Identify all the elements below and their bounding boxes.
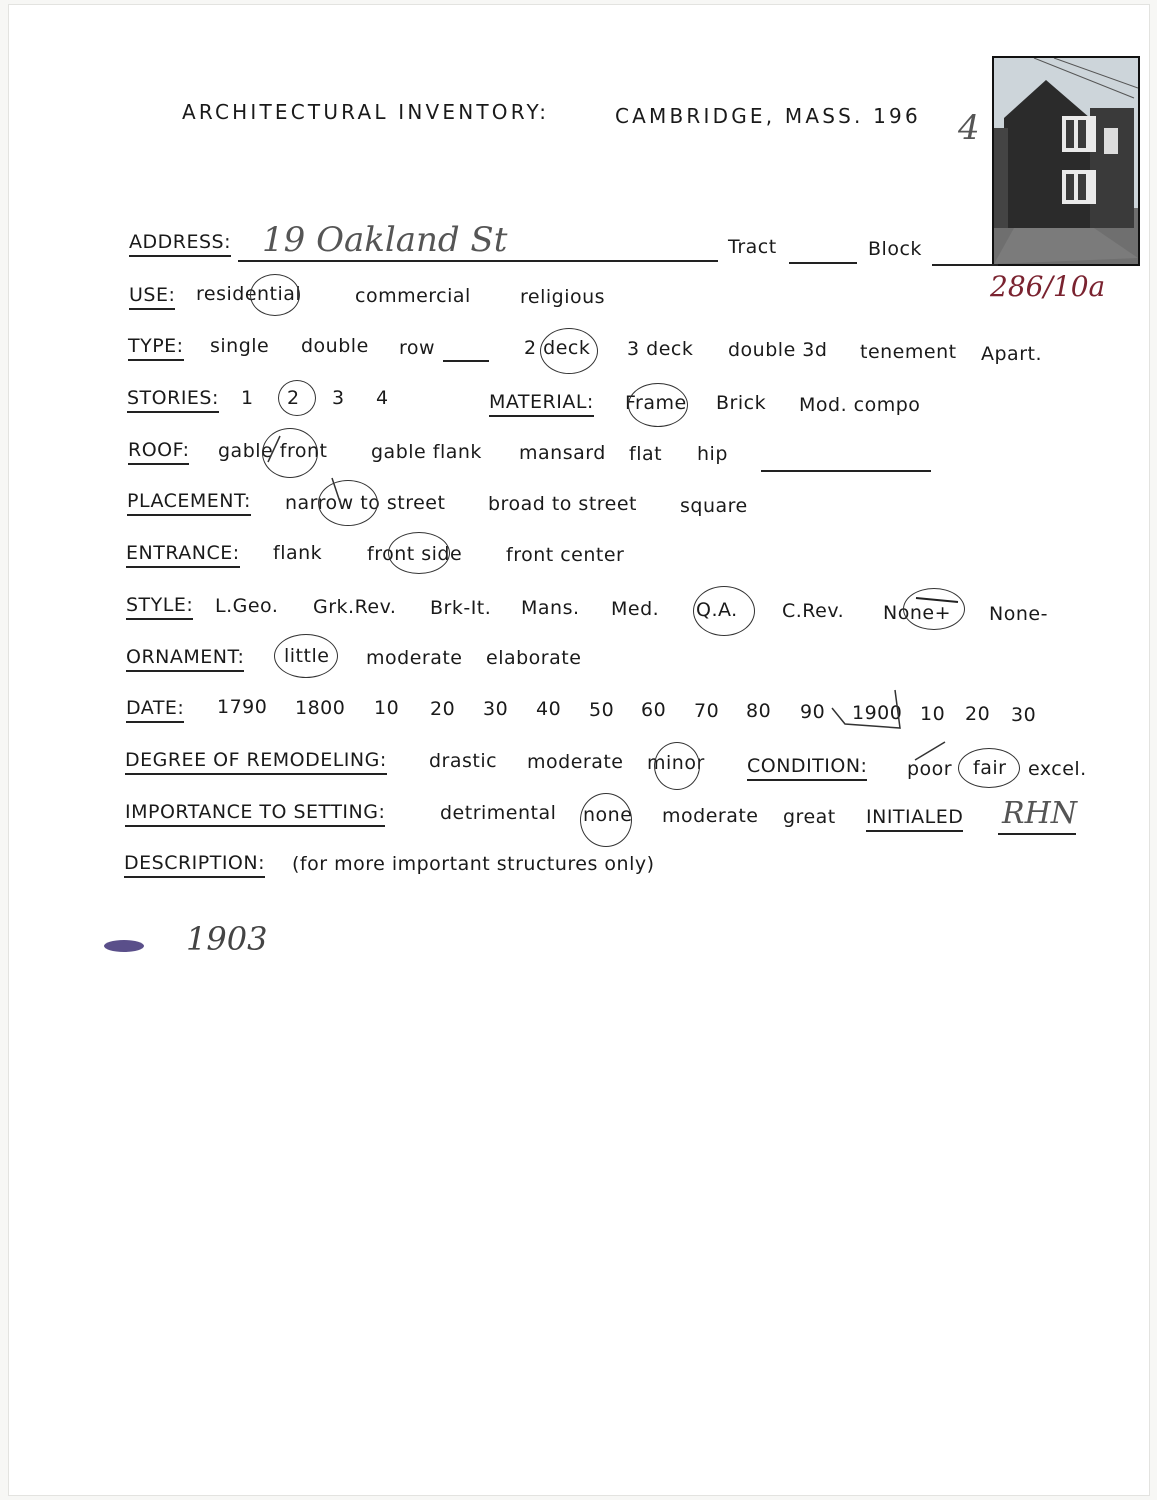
roof-flat: flat [629, 443, 663, 465]
selection-circle-none-plus [903, 588, 965, 630]
condition-poor: poor [907, 758, 953, 780]
material-frame: Frame [625, 392, 687, 414]
style-qa: Q.A. [696, 599, 738, 621]
description-handwritten-year: 1903 [186, 920, 268, 958]
roof-gable-front: gable front [218, 440, 328, 462]
ornament-elaborate: elaborate [486, 647, 582, 669]
date-1820: 20 [430, 698, 456, 720]
selection-circle-frame [628, 383, 688, 427]
selection-circle-2-deck [540, 328, 598, 374]
tract-label: Tract [728, 236, 777, 258]
condition-fair: fair [973, 757, 1007, 779]
type-double: double [301, 335, 369, 357]
selection-circle-narrow [318, 480, 378, 526]
catalog-number-handwritten: 286/10a [990, 270, 1106, 303]
date-1800: 1800 [295, 697, 346, 719]
date-1930: 30 [1011, 704, 1037, 726]
form-title: ARCHITECTURAL INVENTORY: [182, 100, 550, 124]
ornament-moderate: moderate [366, 647, 463, 669]
roof-label: ROOF: [128, 439, 189, 465]
ornament-label: ORNAMENT: [126, 646, 244, 672]
condition-excel: excel. [1028, 758, 1087, 780]
selection-circle-stories-2 [278, 380, 316, 416]
address-line [238, 260, 718, 262]
importance-moderate: moderate [662, 805, 759, 827]
stories-1: 1 [241, 387, 254, 409]
block-line [932, 264, 998, 266]
description-note: (for more important structures only) [292, 853, 655, 875]
date-1850: 50 [589, 699, 615, 721]
date-1810: 10 [374, 697, 400, 719]
initials-line [998, 833, 1076, 835]
type-3-deck: 3 deck [627, 338, 694, 360]
remodeling-minor: minor [647, 752, 705, 774]
use-religious: religious [520, 286, 606, 308]
use-commercial: commercial [355, 285, 471, 307]
entrance-flank: flank [273, 542, 323, 564]
description-label: DESCRIPTION: [124, 852, 265, 878]
type-row: row [399, 337, 436, 359]
stories-2: 2 [287, 387, 300, 409]
stories-label: STORIES: [127, 387, 219, 413]
block-label: Block [868, 238, 922, 260]
importance-none: none [583, 804, 633, 826]
selection-circle-front-side [388, 532, 450, 574]
date-1920: 20 [965, 703, 991, 725]
date-1890: 90 [800, 701, 826, 723]
type-row-line [443, 360, 489, 362]
style-none-minus: None- [989, 603, 1048, 625]
tract-line [789, 262, 857, 264]
remodeling-label: DEGREE OF REMODELING: [125, 749, 387, 775]
type-tenement: tenement [860, 341, 957, 363]
ornament-little: little [284, 645, 330, 667]
importance-great: great [783, 806, 836, 828]
style-mans: Mans. [521, 597, 580, 619]
material-mod-compo: Mod. compo [799, 394, 921, 416]
date-1870: 70 [694, 700, 720, 722]
style-l-geo: L.Geo. [215, 595, 279, 617]
entrance-label: ENTRANCE: [126, 542, 240, 568]
use-label: USE: [129, 284, 175, 310]
selection-circle-little [274, 634, 338, 678]
selection-circle-gable-front [262, 428, 318, 478]
entrance-front-side: front side [367, 543, 463, 565]
initialed-label: INITIALED [866, 806, 963, 832]
date-1790: 1790 [217, 696, 268, 718]
initials-handwritten: RHN [1002, 796, 1077, 831]
date-label: DATE: [126, 697, 184, 723]
address-label: ADDRESS: [129, 231, 231, 257]
selection-circle-qa [693, 586, 755, 636]
entrance-front-center: front center [506, 544, 625, 566]
stories-3: 3 [332, 387, 345, 409]
importance-label: IMPORTANCE TO SETTING: [125, 801, 385, 827]
placement-square: square [680, 495, 748, 517]
form-location-year: CAMBRIDGE, MASS. 196 [615, 104, 921, 128]
roof-other-line [761, 470, 931, 472]
importance-detrimental: detrimental [440, 802, 557, 824]
type-apartment: Apart. [981, 343, 1043, 365]
type-single: single [210, 335, 270, 357]
date-1860: 60 [641, 699, 667, 721]
style-none-plus: None+ [883, 602, 951, 624]
type-2-deck: 2 deck [524, 337, 591, 359]
placement-broad-to-street: broad to street [488, 493, 638, 515]
condition-label: CONDITION: [747, 755, 867, 781]
selection-circle-minor [654, 742, 700, 790]
use-residential: residential [196, 283, 302, 305]
roof-mansard: mansard [519, 442, 606, 464]
material-brick: Brick [716, 392, 767, 414]
material-label: MATERIAL: [489, 391, 594, 417]
date-1900: 1900 [852, 702, 903, 724]
stories-4: 4 [376, 387, 389, 409]
selection-circle-fair [958, 748, 1020, 788]
placement-label: PLACEMENT: [127, 490, 251, 516]
year-digit-handwritten: 4 [958, 108, 980, 148]
style-med: Med. [611, 598, 660, 620]
roof-gable-flank: gable flank [371, 441, 482, 463]
selection-circle-none [580, 793, 632, 847]
style-c-rev: C.Rev. [782, 600, 845, 622]
style-brk-it: Brk-It. [430, 597, 492, 619]
style-grk-rev: Grk.Rev. [313, 596, 397, 618]
date-1910: 10 [920, 703, 946, 725]
date-1830: 30 [483, 698, 509, 720]
placement-narrow-to-street: narrow to street [285, 492, 446, 514]
type-double-3d: double 3d [728, 339, 828, 361]
date-1840: 40 [536, 698, 562, 720]
roof-hip: hip [697, 443, 728, 465]
remodeling-moderate: moderate [527, 751, 624, 773]
date-1880: 80 [746, 700, 772, 722]
style-label: STYLE: [126, 594, 193, 620]
address-value-handwritten: 19 Oakland St [262, 220, 508, 260]
type-label: TYPE: [128, 335, 184, 361]
selection-circle-residential [250, 274, 300, 316]
house-photograph [992, 56, 1140, 266]
remodeling-drastic: drastic [429, 750, 498, 772]
